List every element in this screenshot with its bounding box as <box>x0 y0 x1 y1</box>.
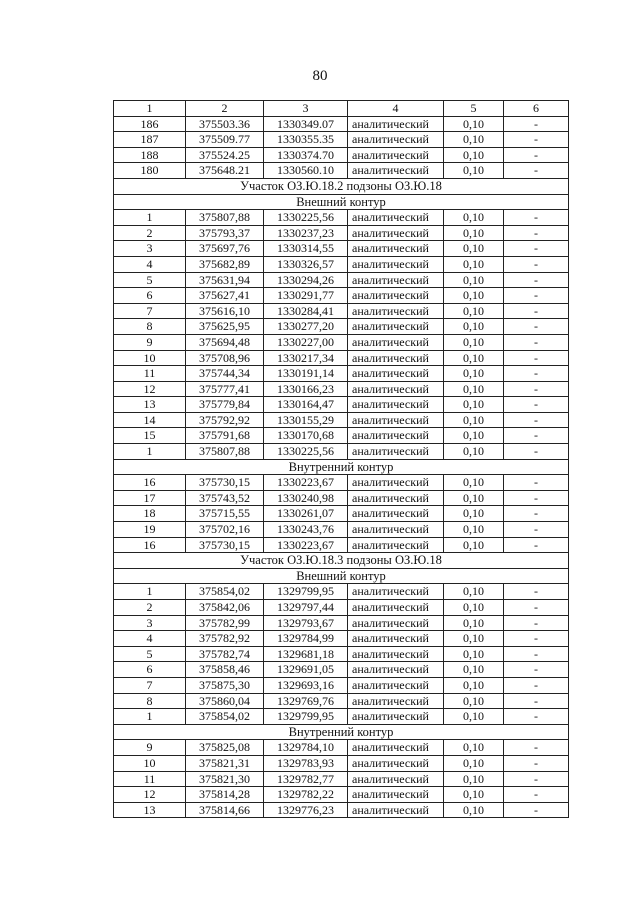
x-coordinate-cell: 375631,94 <box>186 272 264 288</box>
point-number-cell: 13 <box>114 802 186 818</box>
section-row <box>114 568 569 584</box>
point-number-cell: 1 <box>114 444 186 460</box>
x-coordinate-cell: 375648.21 <box>186 163 264 179</box>
note-cell: - <box>504 802 569 818</box>
x-coordinate-cell: 375792,92 <box>186 412 264 428</box>
point-number-cell: 1 <box>114 210 186 226</box>
accuracy-cell: 0,10 <box>444 225 504 241</box>
x-coordinate-cell: 375694,48 <box>186 334 264 350</box>
accuracy-cell: 0,10 <box>444 490 504 506</box>
y-coordinate-cell: 1330243,76 <box>264 522 348 538</box>
note-cell: - <box>504 366 569 382</box>
section-row <box>114 553 569 569</box>
y-coordinate-cell: 1330240,98 <box>264 490 348 506</box>
y-coordinate-cell: 1329783,93 <box>264 755 348 771</box>
x-coordinate-cell: 375697,76 <box>186 241 264 257</box>
y-coordinate-cell: 1330326,57 <box>264 256 348 272</box>
table-row <box>114 646 569 662</box>
x-coordinate-cell: 375793,37 <box>186 225 264 241</box>
note-cell: - <box>504 132 569 148</box>
y-coordinate-cell: 1329782,77 <box>264 771 348 787</box>
point-number-cell: 4 <box>114 631 186 647</box>
point-number-cell: 15 <box>114 428 186 444</box>
y-coordinate-cell: 1329793,67 <box>264 615 348 631</box>
y-coordinate-cell: 1329799,95 <box>264 584 348 600</box>
x-coordinate-cell: 375875,30 <box>186 677 264 693</box>
method-cell: аналитический <box>348 210 444 226</box>
method-cell: аналитический <box>348 802 444 818</box>
accuracy-cell: 0,10 <box>444 740 504 756</box>
method-cell: аналитический <box>348 537 444 553</box>
table-row <box>114 600 569 616</box>
header-cell: 5 <box>444 101 504 117</box>
x-coordinate-cell: 375854,02 <box>186 709 264 725</box>
method-cell: аналитический <box>348 334 444 350</box>
accuracy-cell: 0,10 <box>444 366 504 382</box>
y-coordinate-cell: 1330294,26 <box>264 272 348 288</box>
note-cell: - <box>504 662 569 678</box>
accuracy-cell: 0,10 <box>444 615 504 631</box>
note-cell: - <box>504 771 569 787</box>
note-cell: - <box>504 428 569 444</box>
page-number: 80 <box>312 68 328 84</box>
table-row <box>114 381 569 397</box>
x-coordinate-cell: 375814,66 <box>186 802 264 818</box>
note-cell: - <box>504 319 569 335</box>
note-cell: - <box>504 444 569 460</box>
accuracy-cell: 0,10 <box>444 303 504 319</box>
x-coordinate-cell: 375730,15 <box>186 537 264 553</box>
accuracy-cell: 0,10 <box>444 350 504 366</box>
x-coordinate-cell: 375682,89 <box>186 256 264 272</box>
y-coordinate-cell: 1330191,14 <box>264 366 348 382</box>
x-coordinate-cell: 375814,28 <box>186 787 264 803</box>
point-number-cell: 12 <box>114 381 186 397</box>
note-cell: - <box>504 288 569 304</box>
table-row <box>114 787 569 803</box>
method-cell: аналитический <box>348 303 444 319</box>
note-cell: - <box>504 381 569 397</box>
accuracy-cell: 0,10 <box>444 444 504 460</box>
table-row <box>114 475 569 491</box>
point-number-cell: 3 <box>114 615 186 631</box>
y-coordinate-cell: 1329799,95 <box>264 709 348 725</box>
y-coordinate-cell: 1330170,68 <box>264 428 348 444</box>
table-row <box>114 771 569 787</box>
y-coordinate-cell: 1330277,20 <box>264 319 348 335</box>
accuracy-cell: 0,10 <box>444 771 504 787</box>
method-cell: аналитический <box>348 381 444 397</box>
method-cell: аналитический <box>348 646 444 662</box>
table-row <box>114 615 569 631</box>
note-cell: - <box>504 506 569 522</box>
y-coordinate-cell: 1330227,00 <box>264 334 348 350</box>
method-cell: аналитический <box>348 662 444 678</box>
note-cell: - <box>504 755 569 771</box>
header-cell: 2 <box>186 101 264 117</box>
note-cell: - <box>504 522 569 538</box>
table-row <box>114 740 569 756</box>
x-coordinate-cell: 375807,88 <box>186 210 264 226</box>
point-number-cell: 180 <box>114 163 186 179</box>
y-coordinate-cell: 1330261,07 <box>264 506 348 522</box>
section-title: Участок ОЗ.Ю.18.3 подзоны ОЗ.Ю.18 <box>114 553 569 569</box>
note-cell: - <box>504 537 569 553</box>
accuracy-cell: 0,10 <box>444 537 504 553</box>
note-cell: - <box>504 397 569 413</box>
y-coordinate-cell: 1330166,23 <box>264 381 348 397</box>
method-cell: аналитический <box>348 506 444 522</box>
method-cell: аналитический <box>348 319 444 335</box>
table-row <box>114 210 569 226</box>
accuracy-cell: 0,10 <box>444 522 504 538</box>
table-row <box>114 522 569 538</box>
table-row <box>114 334 569 350</box>
method-cell: аналитический <box>348 272 444 288</box>
y-coordinate-cell: 1330560.10 <box>264 163 348 179</box>
point-number-cell: 11 <box>114 771 186 787</box>
point-number-cell: 9 <box>114 740 186 756</box>
y-coordinate-cell: 1329776,23 <box>264 802 348 818</box>
accuracy-cell: 0,10 <box>444 147 504 163</box>
table-row <box>114 428 569 444</box>
note-cell: - <box>504 163 569 179</box>
header-cell: 6 <box>504 101 569 117</box>
accuracy-cell: 0,10 <box>444 631 504 647</box>
accuracy-cell: 0,10 <box>444 662 504 678</box>
x-coordinate-cell: 375744,34 <box>186 366 264 382</box>
y-coordinate-cell: 1329681,18 <box>264 646 348 662</box>
y-coordinate-cell: 1329784,10 <box>264 740 348 756</box>
method-cell: аналитический <box>348 397 444 413</box>
y-coordinate-cell: 1330349.07 <box>264 116 348 132</box>
point-number-cell: 2 <box>114 225 186 241</box>
table-row <box>114 397 569 413</box>
accuracy-cell: 0,10 <box>444 272 504 288</box>
method-cell: аналитический <box>348 709 444 725</box>
section-title: Внутренний контур <box>114 459 569 475</box>
method-cell: аналитический <box>348 225 444 241</box>
point-number-cell: 17 <box>114 490 186 506</box>
header-cell: 3 <box>264 101 348 117</box>
note-cell: - <box>504 475 569 491</box>
accuracy-cell: 0,10 <box>444 787 504 803</box>
x-coordinate-cell: 375825,08 <box>186 740 264 756</box>
method-cell: аналитический <box>348 740 444 756</box>
table-row <box>114 802 569 818</box>
method-cell: аналитический <box>348 475 444 491</box>
note-cell: - <box>504 334 569 350</box>
table-row <box>114 132 569 148</box>
x-coordinate-cell: 375627,41 <box>186 288 264 304</box>
x-coordinate-cell: 375616,10 <box>186 303 264 319</box>
y-coordinate-cell: 1330225,56 <box>264 210 348 226</box>
note-cell: - <box>504 147 569 163</box>
accuracy-cell: 0,10 <box>444 428 504 444</box>
x-coordinate-cell: 375821,30 <box>186 771 264 787</box>
y-coordinate-cell: 1330164,47 <box>264 397 348 413</box>
accuracy-cell: 0,10 <box>444 381 504 397</box>
accuracy-cell: 0,10 <box>444 475 504 491</box>
table-row <box>114 584 569 600</box>
note-cell: - <box>504 740 569 756</box>
point-number-cell: 7 <box>114 677 186 693</box>
y-coordinate-cell: 1330223,67 <box>264 537 348 553</box>
x-coordinate-cell: 375730,15 <box>186 475 264 491</box>
y-coordinate-cell: 1330155,29 <box>264 412 348 428</box>
table-row <box>114 490 569 506</box>
point-number-cell: 5 <box>114 272 186 288</box>
method-cell: аналитический <box>348 490 444 506</box>
accuracy-cell: 0,10 <box>444 677 504 693</box>
accuracy-cell: 0,10 <box>444 319 504 335</box>
method-cell: аналитический <box>348 147 444 163</box>
accuracy-cell: 0,10 <box>444 116 504 132</box>
table-row <box>114 631 569 647</box>
y-coordinate-cell: 1330225,56 <box>264 444 348 460</box>
section-title: Внешний контур <box>114 194 569 210</box>
accuracy-cell: 0,10 <box>444 693 504 709</box>
point-number-cell: 9 <box>114 334 186 350</box>
point-number-cell: 6 <box>114 288 186 304</box>
table-row <box>114 319 569 335</box>
method-cell: аналитический <box>348 241 444 257</box>
coordinates-table <box>113 100 569 818</box>
accuracy-cell: 0,10 <box>444 412 504 428</box>
x-coordinate-cell: 375860,04 <box>186 693 264 709</box>
method-cell: аналитический <box>348 412 444 428</box>
note-cell: - <box>504 615 569 631</box>
note-cell: - <box>504 303 569 319</box>
section-title: Внутренний контур <box>114 724 569 740</box>
y-coordinate-cell: 1329797,44 <box>264 600 348 616</box>
method-cell: аналитический <box>348 615 444 631</box>
accuracy-cell: 0,10 <box>444 241 504 257</box>
y-coordinate-cell: 1329769,76 <box>264 693 348 709</box>
table-row <box>114 288 569 304</box>
method-cell: аналитический <box>348 256 444 272</box>
section-row <box>114 178 569 194</box>
accuracy-cell: 0,10 <box>444 210 504 226</box>
method-cell: аналитический <box>348 163 444 179</box>
method-cell: аналитический <box>348 584 444 600</box>
method-cell: аналитический <box>348 755 444 771</box>
y-coordinate-cell: 1330284,41 <box>264 303 348 319</box>
note-cell: - <box>504 584 569 600</box>
x-coordinate-cell: 375842,06 <box>186 600 264 616</box>
table-row <box>114 444 569 460</box>
accuracy-cell: 0,10 <box>444 709 504 725</box>
point-number-cell: 8 <box>114 319 186 335</box>
point-number-cell: 1 <box>114 709 186 725</box>
y-coordinate-cell: 1329691,05 <box>264 662 348 678</box>
accuracy-cell: 0,10 <box>444 600 504 616</box>
table-row <box>114 662 569 678</box>
table-row <box>114 147 569 163</box>
y-coordinate-cell: 1330374.70 <box>264 147 348 163</box>
table-row <box>114 350 569 366</box>
x-coordinate-cell: 375743,52 <box>186 490 264 506</box>
section-row <box>114 194 569 210</box>
section-row <box>114 459 569 475</box>
point-number-cell: 7 <box>114 303 186 319</box>
point-number-cell: 11 <box>114 366 186 382</box>
y-coordinate-cell: 1330355.35 <box>264 132 348 148</box>
coordinates-table-body <box>114 101 569 818</box>
x-coordinate-cell: 375854,02 <box>186 584 264 600</box>
method-cell: аналитический <box>348 771 444 787</box>
section-title: Участок ОЗ.Ю.18.2 подзоны ОЗ.Ю.18 <box>114 178 569 194</box>
note-cell: - <box>504 693 569 709</box>
note-cell: - <box>504 787 569 803</box>
x-coordinate-cell: 375791,68 <box>186 428 264 444</box>
y-coordinate-cell: 1329693,16 <box>264 677 348 693</box>
point-number-cell: 16 <box>114 475 186 491</box>
note-cell: - <box>504 272 569 288</box>
method-cell: аналитический <box>348 366 444 382</box>
point-number-cell: 3 <box>114 241 186 257</box>
accuracy-cell: 0,10 <box>444 256 504 272</box>
method-cell: аналитический <box>348 677 444 693</box>
x-coordinate-cell: 375782,99 <box>186 615 264 631</box>
table-row <box>114 677 569 693</box>
accuracy-cell: 0,10 <box>444 163 504 179</box>
method-cell: аналитический <box>348 444 444 460</box>
method-cell: аналитический <box>348 631 444 647</box>
point-number-cell: 12 <box>114 787 186 803</box>
table-row <box>114 116 569 132</box>
header-cell: 4 <box>348 101 444 117</box>
table-row <box>114 303 569 319</box>
accuracy-cell: 0,10 <box>444 334 504 350</box>
note-cell: - <box>504 225 569 241</box>
accuracy-cell: 0,10 <box>444 397 504 413</box>
method-cell: аналитический <box>348 288 444 304</box>
y-coordinate-cell: 1330223,67 <box>264 475 348 491</box>
accuracy-cell: 0,10 <box>444 288 504 304</box>
point-number-cell: 6 <box>114 662 186 678</box>
point-number-cell: 1 <box>114 584 186 600</box>
header-row <box>114 101 569 117</box>
x-coordinate-cell: 375779,84 <box>186 397 264 413</box>
note-cell: - <box>504 412 569 428</box>
table-row <box>114 272 569 288</box>
table-row <box>114 241 569 257</box>
y-coordinate-cell: 1329782,22 <box>264 787 348 803</box>
x-coordinate-cell: 375777,41 <box>186 381 264 397</box>
method-cell: аналитический <box>348 693 444 709</box>
y-coordinate-cell: 1329784,99 <box>264 631 348 647</box>
note-cell: - <box>504 600 569 616</box>
x-coordinate-cell: 375625,95 <box>186 319 264 335</box>
point-number-cell: 4 <box>114 256 186 272</box>
point-number-cell: 186 <box>114 116 186 132</box>
note-cell: - <box>504 350 569 366</box>
table-row <box>114 366 569 382</box>
note-cell: - <box>504 709 569 725</box>
point-number-cell: 10 <box>114 350 186 366</box>
table-row <box>114 506 569 522</box>
point-number-cell: 14 <box>114 412 186 428</box>
point-number-cell: 13 <box>114 397 186 413</box>
method-cell: аналитический <box>348 787 444 803</box>
note-cell: - <box>504 256 569 272</box>
accuracy-cell: 0,10 <box>444 802 504 818</box>
note-cell: - <box>504 646 569 662</box>
table-row <box>114 256 569 272</box>
table-row <box>114 755 569 771</box>
x-coordinate-cell: 375821,31 <box>186 755 264 771</box>
note-cell: - <box>504 241 569 257</box>
y-coordinate-cell: 1330217,34 <box>264 350 348 366</box>
header-cell: 1 <box>114 101 186 117</box>
point-number-cell: 16 <box>114 537 186 553</box>
x-coordinate-cell: 375708,96 <box>186 350 264 366</box>
point-number-cell: 2 <box>114 600 186 616</box>
accuracy-cell: 0,10 <box>444 646 504 662</box>
point-number-cell: 8 <box>114 693 186 709</box>
note-cell: - <box>504 210 569 226</box>
section-title: Внешний контур <box>114 568 569 584</box>
table-row <box>114 225 569 241</box>
point-number-cell: 18 <box>114 506 186 522</box>
y-coordinate-cell: 1330314,55 <box>264 241 348 257</box>
table-row <box>114 537 569 553</box>
table-row <box>114 412 569 428</box>
note-cell: - <box>504 677 569 693</box>
point-number-cell: 19 <box>114 522 186 538</box>
x-coordinate-cell: 375702,16 <box>186 522 264 538</box>
note-cell: - <box>504 116 569 132</box>
point-number-cell: 10 <box>114 755 186 771</box>
method-cell: аналитический <box>348 428 444 444</box>
accuracy-cell: 0,10 <box>444 132 504 148</box>
x-coordinate-cell: 375509.77 <box>186 132 264 148</box>
point-number-cell: 5 <box>114 646 186 662</box>
x-coordinate-cell: 375807,88 <box>186 444 264 460</box>
method-cell: аналитический <box>348 132 444 148</box>
table-row <box>114 709 569 725</box>
point-number-cell: 187 <box>114 132 186 148</box>
method-cell: аналитический <box>348 600 444 616</box>
table-row <box>114 693 569 709</box>
method-cell: аналитический <box>348 116 444 132</box>
y-coordinate-cell: 1330291,77 <box>264 288 348 304</box>
method-cell: аналитический <box>348 350 444 366</box>
x-coordinate-cell: 375524.25 <box>186 147 264 163</box>
accuracy-cell: 0,10 <box>444 755 504 771</box>
x-coordinate-cell: 375858,46 <box>186 662 264 678</box>
section-row <box>114 724 569 740</box>
table-row <box>114 163 569 179</box>
point-number-cell: 188 <box>114 147 186 163</box>
x-coordinate-cell: 375782,74 <box>186 646 264 662</box>
x-coordinate-cell: 375715,55 <box>186 506 264 522</box>
note-cell: - <box>504 631 569 647</box>
y-coordinate-cell: 1330237,23 <box>264 225 348 241</box>
x-coordinate-cell: 375503.36 <box>186 116 264 132</box>
accuracy-cell: 0,10 <box>444 584 504 600</box>
accuracy-cell: 0,10 <box>444 506 504 522</box>
method-cell: аналитический <box>348 522 444 538</box>
x-coordinate-cell: 375782,92 <box>186 631 264 647</box>
note-cell: - <box>504 490 569 506</box>
